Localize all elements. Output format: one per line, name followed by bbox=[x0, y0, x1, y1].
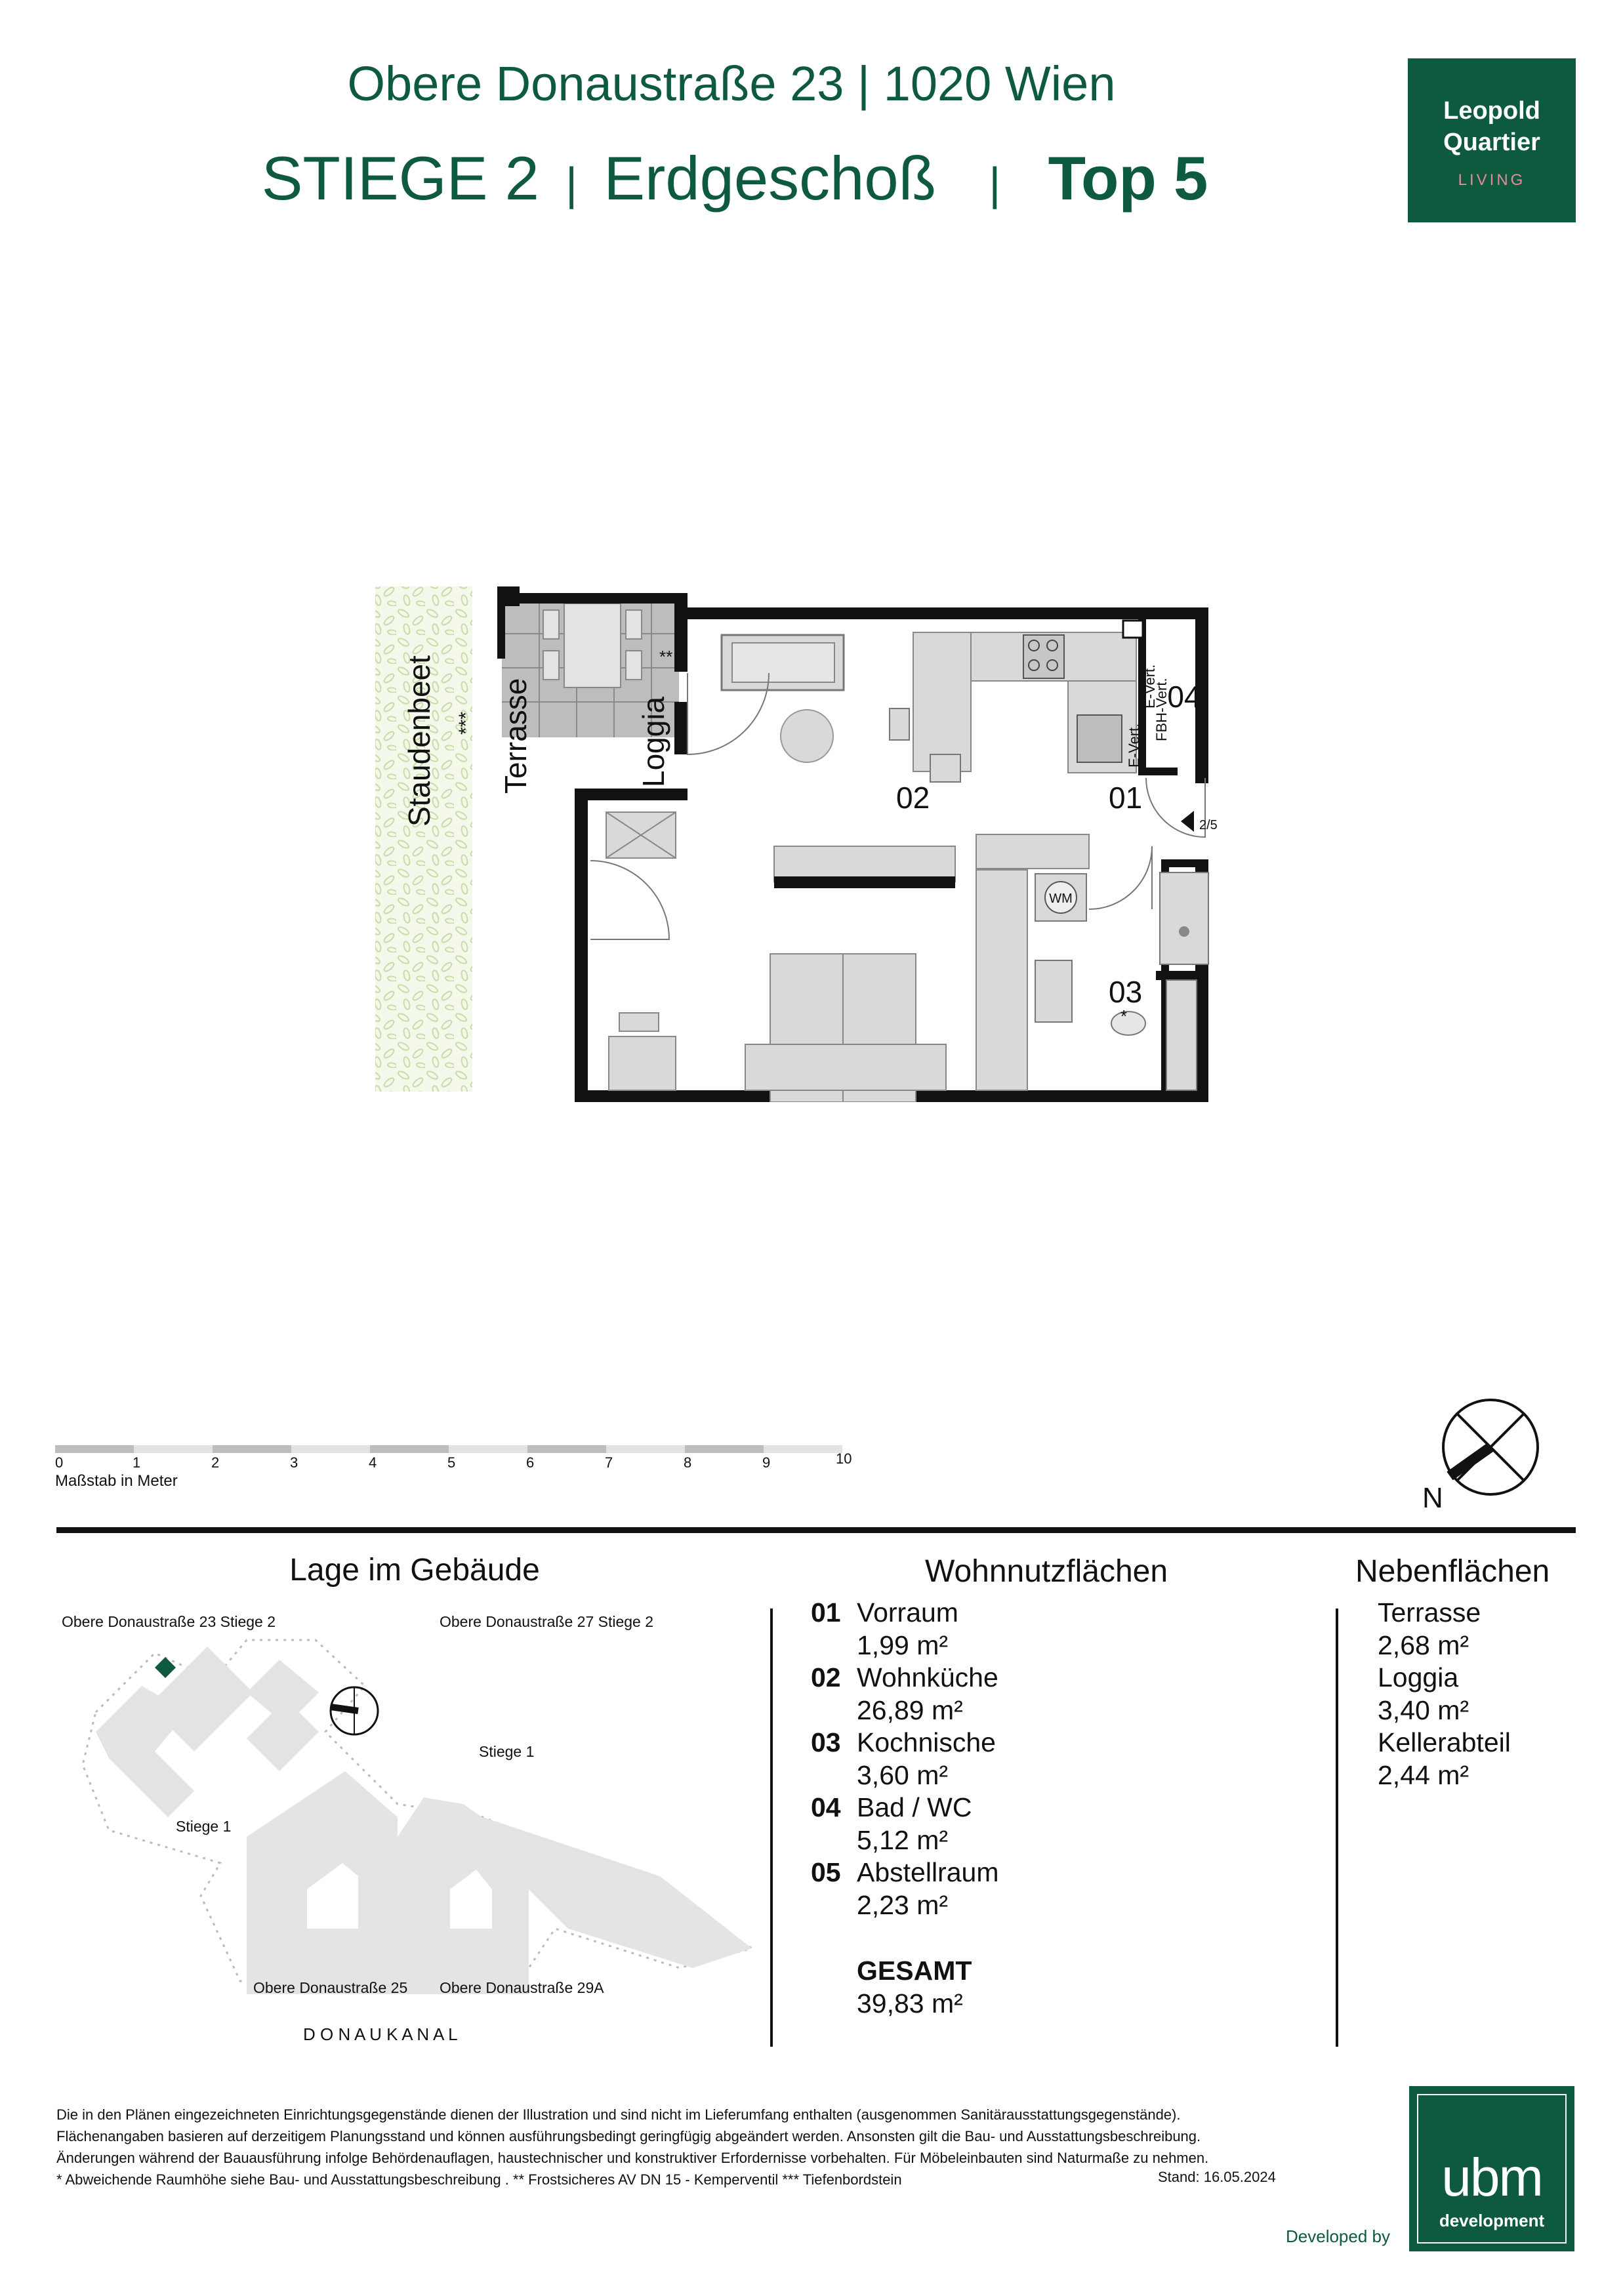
label-loggia: Loggia bbox=[636, 696, 670, 787]
scale-tick: 9 bbox=[762, 1454, 771, 1471]
wardrobe-rail bbox=[976, 834, 1089, 869]
room-area: 2,23 m² bbox=[857, 1889, 948, 1920]
round-table bbox=[781, 710, 833, 762]
desk-chair bbox=[619, 1013, 659, 1031]
disclaimer-line: Flächenangaben basieren auf derzeitigem Planungsstand und können ausführungsbedingt geringfügig abgeändert werden. Ansonsten gilt die Bau- und Ausstattungsbeschreibung. bbox=[56, 2128, 1201, 2144]
bed-frame bbox=[745, 1044, 946, 1090]
label-od23: Obere Donaustraße 23 Stiege 2 bbox=[62, 1613, 276, 1630]
ubm-logo-wordmark: ubm bbox=[1441, 2148, 1542, 2207]
neben-area: 3,40 m² bbox=[1378, 1694, 1469, 1725]
neben-area: 2,68 m² bbox=[1378, 1630, 1469, 1660]
scale-segment bbox=[213, 1445, 291, 1453]
scale-tick: 7 bbox=[605, 1454, 613, 1471]
scale-tick: 1 bbox=[133, 1454, 141, 1471]
terrace-chair bbox=[543, 651, 559, 680]
washbasin bbox=[1035, 960, 1072, 1022]
scale-tick: 2 bbox=[211, 1454, 220, 1471]
door-swing bbox=[1146, 778, 1205, 837]
label-e-vert: E-Vert. bbox=[1141, 664, 1158, 708]
label-donaukanal: D O N A U K A N A L bbox=[303, 2024, 458, 2044]
scale-segment bbox=[370, 1445, 449, 1453]
wardrobe bbox=[976, 870, 1027, 1090]
label-terrasse: Terrasse bbox=[499, 678, 533, 794]
stand-date: Stand: 16.05.2024 bbox=[1158, 2169, 1276, 2185]
room-name: Abstellraum bbox=[857, 1857, 999, 1887]
label-room-02: 02 bbox=[896, 781, 930, 815]
address-title: Obere Donaustraße 23 | 1020 Wien bbox=[347, 56, 1116, 111]
entry-marker-icon bbox=[1181, 811, 1194, 832]
kitchen-sink bbox=[1077, 715, 1122, 762]
room-name: Bad / WC bbox=[857, 1792, 972, 1822]
neben-name: Kellerabteil bbox=[1378, 1727, 1511, 1757]
room-entry bbox=[811, 1792, 998, 1856]
disclaimer-line: * Abweichende Raumhöhe siehe Bau- und Ausstattungsbeschreibung . ** Frostsicheres AV DN 15 - Kemperventil *** Tiefenbordstein bbox=[56, 2171, 902, 2188]
door-swing bbox=[1089, 846, 1152, 909]
room-name: Vorraum bbox=[857, 1597, 958, 1628]
room-area: 1,99 m² bbox=[857, 1630, 948, 1660]
column-divider bbox=[770, 1609, 773, 2047]
logo-line-3: LIVING bbox=[1458, 171, 1526, 189]
total-entry bbox=[811, 1955, 998, 2020]
room-entry bbox=[811, 1597, 998, 1662]
wohnnutz-list bbox=[811, 1597, 998, 2020]
scale-bar bbox=[55, 1440, 908, 1499]
title-separator: | bbox=[565, 158, 578, 209]
neben-area: 2,44 m² bbox=[1378, 1759, 1469, 1790]
disclaimer-line: Änderungen während der Bauausführung infolge Behördenauflagen, haustechnischer und konstruktiver Erfordernisse vorbehalten. Für Möbeleinbauten sind Naturmaße zu nehmen. bbox=[56, 2150, 1209, 2166]
scale-tick: 4 bbox=[369, 1454, 377, 1471]
floor-plan bbox=[367, 577, 1273, 1102]
label-room-03-mark: * bbox=[1120, 1006, 1128, 1026]
room-area: 26,89 m² bbox=[857, 1694, 963, 1725]
column-divider bbox=[1336, 1609, 1338, 2047]
label-e-vert: E-Vert. bbox=[1126, 723, 1142, 768]
storage-cabinet bbox=[1166, 980, 1197, 1090]
neben-name: Loggia bbox=[1378, 1662, 1459, 1692]
scale-segment bbox=[685, 1445, 764, 1453]
title-separator: | bbox=[989, 158, 1001, 209]
room-entry bbox=[811, 1727, 998, 1792]
compass-north-label: N bbox=[1422, 1482, 1443, 1514]
stiege-label: STIEGE 2 bbox=[261, 144, 539, 213]
room-number: 05 bbox=[811, 1857, 841, 1887]
scale-tick: 0 bbox=[55, 1454, 64, 1471]
label-od29a: Obere Donaustraße 29A bbox=[440, 1979, 604, 1996]
ubm-logo-subline: development bbox=[1439, 2211, 1545, 2230]
room-entry bbox=[811, 1662, 998, 1727]
label-room-04: 04 bbox=[1167, 680, 1201, 714]
disclaimer-line: Die in den Plänen eingezeichneten Einrichtungsgegenstände dienen der Illustration und sind nicht im Lieferumfang enthalten (ausgenommen Sanitärausstattungsgegenstände). bbox=[56, 2106, 1181, 2123]
label-room-01: 01 bbox=[1109, 781, 1143, 815]
total-area: 39,83 m² bbox=[857, 1988, 963, 2019]
lage-title: Lage im Gebäude bbox=[289, 1553, 540, 1588]
shower bbox=[1160, 872, 1208, 964]
door-swing bbox=[590, 861, 669, 939]
dresser bbox=[774, 846, 955, 882]
room-number: 02 bbox=[811, 1662, 841, 1692]
neben-title: Nebenflächen bbox=[1355, 1554, 1550, 1589]
room-number: 03 bbox=[811, 1727, 841, 1757]
sofa-seat bbox=[732, 643, 834, 682]
label-stiege1-right: Stiege 1 bbox=[479, 1743, 535, 1760]
kitchen-island bbox=[913, 632, 971, 771]
label-door-marker: 2/5 bbox=[1199, 818, 1218, 832]
room-entry bbox=[811, 1856, 998, 1921]
label-od25: Obere Donaustraße 25 bbox=[253, 1979, 408, 1996]
terrace-chair bbox=[543, 610, 559, 639]
unit-label: Top 5 bbox=[1048, 144, 1208, 213]
label-room-03: 03 bbox=[1109, 975, 1143, 1009]
label-loggia-mark: ** bbox=[659, 647, 673, 666]
terrace-chair bbox=[626, 610, 642, 639]
logo-line-1: Leopold bbox=[1443, 97, 1540, 125]
site-map bbox=[56, 1601, 778, 2060]
chair bbox=[890, 708, 909, 740]
label-wm: WM bbox=[1049, 892, 1073, 906]
scale-tick: 10 bbox=[836, 1450, 852, 1467]
scale-tick: 5 bbox=[447, 1454, 456, 1471]
neben-name: Terrasse bbox=[1378, 1597, 1481, 1628]
scale-segment bbox=[527, 1445, 606, 1453]
scale-caption: Maßstab in Meter bbox=[55, 1472, 178, 1490]
scale-segment bbox=[55, 1445, 134, 1453]
total-label: GESAMT bbox=[857, 1956, 972, 1986]
toilet bbox=[1111, 1012, 1145, 1035]
unit-title bbox=[0, 143, 1469, 214]
shaft bbox=[1123, 621, 1143, 638]
desk bbox=[609, 1036, 676, 1090]
shower-drain bbox=[1179, 926, 1189, 937]
scale-tick: 6 bbox=[526, 1454, 535, 1471]
wall-shelf bbox=[774, 876, 955, 888]
label-fbh-vert: FBH-Vert. bbox=[1153, 678, 1170, 741]
logo-line-2: Quartier bbox=[1443, 129, 1540, 156]
stove bbox=[1023, 635, 1064, 678]
chair bbox=[930, 754, 960, 782]
label-stiege1-left: Stiege 1 bbox=[176, 1818, 232, 1835]
label-staudenbeet: Staudenbeet bbox=[402, 655, 436, 827]
room-number: 01 bbox=[811, 1597, 841, 1628]
label-staudenbeet-mark: *** bbox=[455, 711, 477, 735]
developed-by: Developed by bbox=[1286, 2226, 1390, 2246]
neben-list bbox=[1378, 1597, 1511, 1792]
room-name: Kochnische bbox=[857, 1727, 996, 1757]
label-od27: Obere Donaustraße 27 Stiege 2 bbox=[440, 1613, 654, 1630]
terrace-chair bbox=[626, 651, 642, 680]
ubm-logo bbox=[1409, 2086, 1574, 2251]
room-name: Wohnküche bbox=[857, 1662, 998, 1692]
room-area: 5,12 m² bbox=[857, 1824, 948, 1855]
leopold-quartier-logo bbox=[1408, 58, 1576, 222]
north-compass-icon bbox=[1410, 1397, 1555, 1528]
room-area: 3,60 m² bbox=[857, 1759, 948, 1790]
terrace-table bbox=[564, 604, 621, 687]
floor-label: Erdgeschoß bbox=[604, 144, 937, 213]
scale-tick: 3 bbox=[290, 1454, 298, 1471]
section-divider bbox=[56, 1527, 1576, 1533]
wohnnutz-title: Wohnnutzflächen bbox=[925, 1554, 1168, 1589]
scale-tick: 8 bbox=[684, 1454, 692, 1471]
room-number: 04 bbox=[811, 1792, 841, 1822]
